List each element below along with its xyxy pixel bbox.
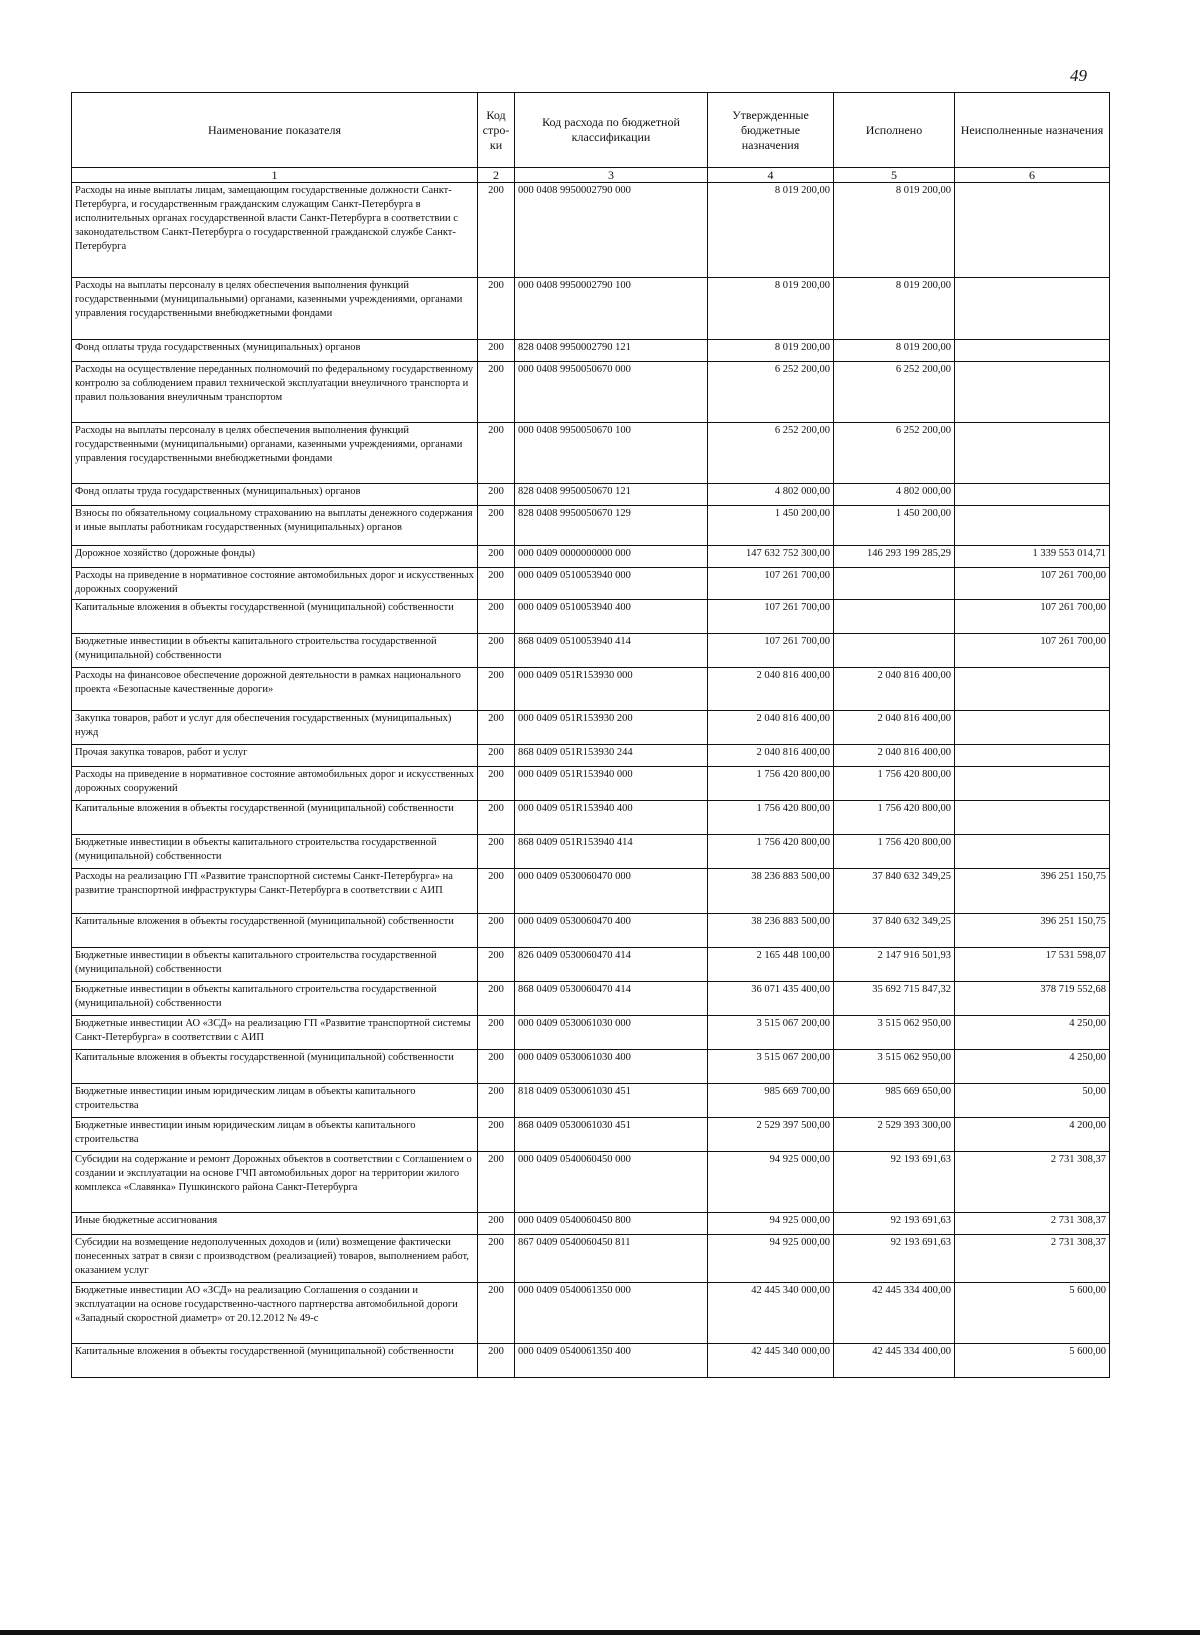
table-row [72, 1084, 1110, 1118]
table-row [72, 668, 1110, 711]
row-name-cell: Капитальные вложения в объекты государственной (муниципальной) собственности [72, 914, 478, 948]
row-name-cell: Расходы на иные выплаты лицам, замещающим государственные должности Санкт-Петербурга, и государственным гражданским служащим Санкт-Петербурга в исполнительных органах государственной власти Санкт-Петербурга в соответствии с законодательством Санкт-Петербурга о государственной гражданской службе Санкт-Петербурга [72, 183, 478, 278]
row-executed-cell: 92 193 691,63 [834, 1152, 955, 1213]
row-name-cell: Капитальные вложения в объекты государственной (муниципальной) собственности [72, 801, 478, 835]
row-class-code-cell: 868 0409 0510053940 414 [515, 634, 708, 668]
row-unexecuted-cell [955, 362, 1110, 423]
row-unexecuted-cell [955, 668, 1110, 711]
row-unexecuted-cell: 396 251 150,75 [955, 914, 1110, 948]
row-approved-cell: 985 669 700,00 [708, 1084, 834, 1118]
header-row-code: Код стро-ки [478, 93, 515, 168]
row-unexecuted-cell [955, 835, 1110, 869]
row-executed-cell: 35 692 715 847,32 [834, 982, 955, 1016]
row-code-cell: 200 [478, 484, 515, 506]
table-row [72, 340, 1110, 362]
row-name-cell: Бюджетные инвестиции в объекты капитального строительства государственной (муниципальной) собственности [72, 948, 478, 982]
column-number: 4 [708, 168, 834, 183]
row-unexecuted-cell [955, 278, 1110, 340]
table-row [72, 1235, 1110, 1283]
table-row [72, 711, 1110, 745]
header-name: Наименование показателя [72, 93, 478, 168]
row-class-code-cell: 000 0409 0510053940 400 [515, 600, 708, 634]
row-code-cell: 200 [478, 1344, 515, 1378]
row-code-cell: 200 [478, 1235, 515, 1283]
row-name-cell: Расходы на приведение в нормативное состояние автомобильных дорог и искусственных дорожных сооружений [72, 767, 478, 801]
row-class-code-cell: 000 0409 0530061030 400 [515, 1050, 708, 1084]
row-code-cell: 200 [478, 801, 515, 835]
table-row [72, 745, 1110, 767]
row-executed-cell: 3 515 062 950,00 [834, 1016, 955, 1050]
row-code-cell: 200 [478, 1152, 515, 1213]
row-code-cell: 200 [478, 1050, 515, 1084]
row-executed-cell: 1 756 420 800,00 [834, 835, 955, 869]
table-row [72, 767, 1110, 801]
row-name-cell: Дорожное хозяйство (дорожные фонды) [72, 546, 478, 568]
table-row [72, 1118, 1110, 1152]
row-name-cell: Бюджетные инвестиции иным юридическим лицам в объекты капитального строительства [72, 1084, 478, 1118]
table-row [72, 1283, 1110, 1344]
row-executed-cell: 146 293 199 285,29 [834, 546, 955, 568]
row-code-cell: 200 [478, 423, 515, 484]
row-name-cell: Иные бюджетные ассигнования [72, 1213, 478, 1235]
row-class-code-cell: 000 0409 0530060470 400 [515, 914, 708, 948]
header-executed: Исполнено [834, 93, 955, 168]
row-code-cell: 200 [478, 982, 515, 1016]
row-class-code-cell: 000 0409 0540061350 400 [515, 1344, 708, 1378]
table-row [72, 546, 1110, 568]
row-unexecuted-cell: 50,00 [955, 1084, 1110, 1118]
row-name-cell: Фонд оплаты труда государственных (муниципальных) органов [72, 340, 478, 362]
row-name-cell: Расходы на выплаты персоналу в целях обеспечения выполнения функций государственными (муниципальными) органами, казенными учреждениями, органами управления государственными внебюджетными фондами [72, 278, 478, 340]
row-code-cell: 200 [478, 634, 515, 668]
row-name-cell: Субсидии на возмещение недополученных доходов и (или) возмещение фактически понесенных затрат в связи с производством (реализацией) товаров, выполнением работ, оказанием услуг [72, 1235, 478, 1283]
row-executed-cell: 8 019 200,00 [834, 183, 955, 278]
row-name-cell: Фонд оплаты труда государственных (муниципальных) органов [72, 484, 478, 506]
row-executed-cell: 1 756 420 800,00 [834, 801, 955, 835]
row-class-code-cell: 868 0409 0530061030 451 [515, 1118, 708, 1152]
table-row [72, 982, 1110, 1016]
row-class-code-cell: 000 0408 9950002790 000 [515, 183, 708, 278]
row-unexecuted-cell: 107 261 700,00 [955, 600, 1110, 634]
column-number-row [72, 168, 1110, 183]
row-unexecuted-cell: 107 261 700,00 [955, 634, 1110, 668]
row-approved-cell: 1 756 420 800,00 [708, 835, 834, 869]
row-approved-cell: 6 252 200,00 [708, 423, 834, 484]
row-code-cell: 200 [478, 711, 515, 745]
row-executed-cell [834, 568, 955, 600]
row-class-code-cell: 828 0408 9950050670 129 [515, 506, 708, 546]
row-approved-cell: 8 019 200,00 [708, 340, 834, 362]
row-approved-cell: 94 925 000,00 [708, 1152, 834, 1213]
row-class-code-cell: 868 0409 051R153930 244 [515, 745, 708, 767]
row-name-cell: Расходы на осуществление переданных полномочий по федеральному государственному контролю за соблюдением правил технической эксплуатации внеуличного транспорта и правил пользования внеуличным транспортом [72, 362, 478, 423]
row-class-code-cell: 000 0409 0530060470 000 [515, 869, 708, 914]
row-executed-cell: 2 040 816 400,00 [834, 711, 955, 745]
row-unexecuted-cell [955, 340, 1110, 362]
table-row [72, 600, 1110, 634]
row-approved-cell: 3 515 067 200,00 [708, 1016, 834, 1050]
row-class-code-cell: 000 0409 051R153930 000 [515, 668, 708, 711]
column-number: 2 [478, 168, 515, 183]
row-code-cell: 200 [478, 1016, 515, 1050]
table-row [72, 423, 1110, 484]
row-executed-cell: 92 193 691,63 [834, 1213, 955, 1235]
row-class-code-cell: 000 0408 9950002790 100 [515, 278, 708, 340]
table-row [72, 1016, 1110, 1050]
budget-execution-table [71, 92, 1110, 1378]
row-code-cell: 200 [478, 506, 515, 546]
row-class-code-cell: 826 0409 0530060470 414 [515, 948, 708, 982]
row-code-cell: 200 [478, 835, 515, 869]
row-unexecuted-cell: 1 339 553 014,71 [955, 546, 1110, 568]
row-unexecuted-cell: 5 600,00 [955, 1344, 1110, 1378]
row-class-code-cell: 000 0409 051R153930 200 [515, 711, 708, 745]
row-executed-cell: 2 529 393 300,00 [834, 1118, 955, 1152]
row-approved-cell: 42 445 340 000,00 [708, 1283, 834, 1344]
row-class-code-cell: 000 0408 9950050670 000 [515, 362, 708, 423]
row-class-code-cell: 000 0409 0530061030 000 [515, 1016, 708, 1050]
row-unexecuted-cell: 4 250,00 [955, 1016, 1110, 1050]
table-row [72, 484, 1110, 506]
row-class-code-cell: 000 0408 9950050670 100 [515, 423, 708, 484]
row-name-cell: Субсидии на содержание и ремонт Дорожных объектов в соответствии с Соглашением о создании и эксплуатации на основе ГЧП автомобильных дорог на территории жилого комплекса «Славянка» Пушкинского района Санкт-Петербурга [72, 1152, 478, 1213]
row-approved-cell: 2 529 397 500,00 [708, 1118, 834, 1152]
row-approved-cell: 107 261 700,00 [708, 634, 834, 668]
row-unexecuted-cell [955, 183, 1110, 278]
table-row [72, 183, 1110, 278]
header-approved: Утвержденные бюджетные назначения [708, 93, 834, 168]
table-row [72, 568, 1110, 600]
row-code-cell: 200 [478, 1118, 515, 1152]
row-class-code-cell: 818 0409 0530061030 451 [515, 1084, 708, 1118]
row-unexecuted-cell: 2 731 308,37 [955, 1152, 1110, 1213]
row-unexecuted-cell [955, 745, 1110, 767]
row-executed-cell: 6 252 200,00 [834, 423, 955, 484]
row-name-cell: Расходы на выплаты персоналу в целях обеспечения выполнения функций государственными (муниципальными) органами, казенными учреждениями, органами управления государственными внебюджетными фондами [72, 423, 478, 484]
row-executed-cell [834, 600, 955, 634]
row-class-code-cell: 000 0409 0000000000 000 [515, 546, 708, 568]
row-class-code-cell: 000 0409 0540060450 800 [515, 1213, 708, 1235]
row-code-cell: 200 [478, 183, 515, 278]
row-approved-cell: 107 261 700,00 [708, 568, 834, 600]
row-code-cell: 200 [478, 1213, 515, 1235]
row-class-code-cell: 868 0409 0530060470 414 [515, 982, 708, 1016]
table-row [72, 278, 1110, 340]
table-row [72, 634, 1110, 668]
row-approved-cell: 42 445 340 000,00 [708, 1344, 834, 1378]
row-approved-cell: 94 925 000,00 [708, 1235, 834, 1283]
row-name-cell: Капитальные вложения в объекты государственной (муниципальной) собственности [72, 600, 478, 634]
row-unexecuted-cell [955, 801, 1110, 835]
row-name-cell: Закупка товаров, работ и услуг для обеспечения государственных (муниципальных) нужд [72, 711, 478, 745]
row-executed-cell: 42 445 334 400,00 [834, 1283, 955, 1344]
row-unexecuted-cell: 107 261 700,00 [955, 568, 1110, 600]
row-approved-cell: 1 756 420 800,00 [708, 767, 834, 801]
row-executed-cell: 2 147 916 501,93 [834, 948, 955, 982]
table-row [72, 914, 1110, 948]
table-row [72, 506, 1110, 546]
row-name-cell: Бюджетные инвестиции АО «ЗСД» на реализацию ГП «Развитие транспортной системы Санкт-Петербурга» в соответствии с АИП [72, 1016, 478, 1050]
row-name-cell: Бюджетные инвестиции в объекты капитального строительства государственной (муниципальной) собственности [72, 982, 478, 1016]
column-number: 6 [955, 168, 1110, 183]
row-unexecuted-cell [955, 484, 1110, 506]
row-approved-cell: 1 450 200,00 [708, 506, 834, 546]
row-approved-cell: 36 071 435 400,00 [708, 982, 834, 1016]
row-approved-cell: 1 756 420 800,00 [708, 801, 834, 835]
row-class-code-cell: 000 0409 0510053940 000 [515, 568, 708, 600]
row-approved-cell: 2 165 448 100,00 [708, 948, 834, 982]
header-unexecuted: Неисполненные назначения [955, 93, 1110, 168]
row-name-cell: Расходы на приведение в нормативное состояние автомобильных дорог и искусственных дорожных сооружений [72, 568, 478, 600]
row-executed-cell: 1 756 420 800,00 [834, 767, 955, 801]
row-approved-cell: 4 802 000,00 [708, 484, 834, 506]
page-number: 49 [1070, 66, 1087, 85]
row-unexecuted-cell [955, 767, 1110, 801]
row-code-cell: 200 [478, 1283, 515, 1344]
table-row [72, 835, 1110, 869]
column-number: 5 [834, 168, 955, 183]
row-executed-cell: 2 040 816 400,00 [834, 745, 955, 767]
row-approved-cell: 8 019 200,00 [708, 278, 834, 340]
header-row [72, 93, 1110, 168]
row-approved-cell: 6 252 200,00 [708, 362, 834, 423]
row-code-cell: 200 [478, 600, 515, 634]
row-executed-cell: 2 040 816 400,00 [834, 668, 955, 711]
row-unexecuted-cell [955, 711, 1110, 745]
row-approved-cell: 147 632 752 300,00 [708, 546, 834, 568]
row-class-code-cell: 867 0409 0540060450 811 [515, 1235, 708, 1283]
row-executed-cell: 37 840 632 349,25 [834, 914, 955, 948]
row-approved-cell: 3 515 067 200,00 [708, 1050, 834, 1084]
column-number: 1 [72, 168, 478, 183]
row-unexecuted-cell: 378 719 552,68 [955, 982, 1110, 1016]
row-code-cell: 200 [478, 745, 515, 767]
row-name-cell: Расходы на финансовое обеспечение дорожной деятельности в рамках национального проекта «Безопасные качественные дороги» [72, 668, 478, 711]
row-name-cell: Капитальные вложения в объекты государственной (муниципальной) собственности [72, 1344, 478, 1378]
row-class-code-cell: 000 0409 0540060450 000 [515, 1152, 708, 1213]
row-class-code-cell: 000 0409 051R153940 400 [515, 801, 708, 835]
row-executed-cell: 1 450 200,00 [834, 506, 955, 546]
table-row [72, 1213, 1110, 1235]
row-code-cell: 200 [478, 340, 515, 362]
row-name-cell: Бюджетные инвестиции в объекты капитального строительства государственной (муниципальной) собственности [72, 634, 478, 668]
row-approved-cell: 2 040 816 400,00 [708, 745, 834, 767]
row-approved-cell: 2 040 816 400,00 [708, 711, 834, 745]
row-approved-cell: 38 236 883 500,00 [708, 914, 834, 948]
row-class-code-cell: 000 0409 051R153940 000 [515, 767, 708, 801]
row-executed-cell: 42 445 334 400,00 [834, 1344, 955, 1378]
row-code-cell: 200 [478, 668, 515, 711]
row-executed-cell: 3 515 062 950,00 [834, 1050, 955, 1084]
header-class-code: Код расхода по бюджетной классификации [515, 93, 708, 168]
row-unexecuted-cell: 5 600,00 [955, 1283, 1110, 1344]
row-code-cell: 200 [478, 767, 515, 801]
row-executed-cell [834, 634, 955, 668]
table-row [72, 1152, 1110, 1213]
row-name-cell: Бюджетные инвестиции в объекты капитального строительства государственной (муниципальной) собственности [72, 835, 478, 869]
row-approved-cell: 94 925 000,00 [708, 1213, 834, 1235]
row-unexecuted-cell: 2 731 308,37 [955, 1213, 1110, 1235]
table-row [72, 869, 1110, 914]
row-name-cell: Капитальные вложения в объекты государственной (муниципальной) собственности [72, 1050, 478, 1084]
row-code-cell: 200 [478, 362, 515, 423]
row-code-cell: 200 [478, 914, 515, 948]
row-code-cell: 200 [478, 869, 515, 914]
row-name-cell: Расходы на реализацию ГП «Развитие транспортной системы Санкт-Петербурга» на развитие транспортной инфраструктуры Санкт-Петербурга в соответствии с АИП [72, 869, 478, 914]
row-code-cell: 200 [478, 568, 515, 600]
table-header [72, 93, 1110, 183]
row-code-cell: 200 [478, 278, 515, 340]
row-unexecuted-cell: 396 251 150,75 [955, 869, 1110, 914]
row-executed-cell: 985 669 650,00 [834, 1084, 955, 1118]
row-executed-cell: 8 019 200,00 [834, 278, 955, 340]
row-class-code-cell: 828 0408 9950002790 121 [515, 340, 708, 362]
row-code-cell: 200 [478, 1084, 515, 1118]
row-unexecuted-cell: 4 250,00 [955, 1050, 1110, 1084]
row-code-cell: 200 [478, 546, 515, 568]
row-name-cell: Взносы по обязательному социальному страхованию на выплаты денежного содержания и иные выплаты работникам государственных (муниципальных) органов [72, 506, 478, 546]
table-row [72, 801, 1110, 835]
row-class-code-cell: 828 0408 9950050670 121 [515, 484, 708, 506]
row-name-cell: Бюджетные инвестиции иным юридическим лицам в объекты капитального строительства [72, 1118, 478, 1152]
row-unexecuted-cell: 4 200,00 [955, 1118, 1110, 1152]
column-number: 3 [515, 168, 708, 183]
row-name-cell: Бюджетные инвестиции АО «ЗСД» на реализацию Соглашения о создании и эксплуатации на основе государственно-частного партнерства автомобильной дороги «Западный скоростной диаметр» от 20.12.2012 № 49-с [72, 1283, 478, 1344]
row-approved-cell: 2 040 816 400,00 [708, 668, 834, 711]
table-body [72, 183, 1110, 1378]
row-executed-cell: 8 019 200,00 [834, 340, 955, 362]
row-code-cell: 200 [478, 948, 515, 982]
table-row [72, 1050, 1110, 1084]
row-class-code-cell: 000 0409 0540061350 000 [515, 1283, 708, 1344]
row-class-code-cell: 868 0409 051R153940 414 [515, 835, 708, 869]
table-row [72, 1344, 1110, 1378]
row-name-cell: Прочая закупка товаров, работ и услуг [72, 745, 478, 767]
row-executed-cell: 92 193 691,63 [834, 1235, 955, 1283]
row-unexecuted-cell: 17 531 598,07 [955, 948, 1110, 982]
row-unexecuted-cell [955, 423, 1110, 484]
row-approved-cell: 8 019 200,00 [708, 183, 834, 278]
row-approved-cell: 38 236 883 500,00 [708, 869, 834, 914]
table-row [72, 948, 1110, 982]
row-unexecuted-cell [955, 506, 1110, 546]
row-executed-cell: 37 840 632 349,25 [834, 869, 955, 914]
row-approved-cell: 107 261 700,00 [708, 600, 834, 634]
row-executed-cell: 6 252 200,00 [834, 362, 955, 423]
row-unexecuted-cell: 2 731 308,37 [955, 1235, 1110, 1283]
scan-edge-bar [0, 1630, 1200, 1635]
row-executed-cell: 4 802 000,00 [834, 484, 955, 506]
table-row [72, 362, 1110, 423]
